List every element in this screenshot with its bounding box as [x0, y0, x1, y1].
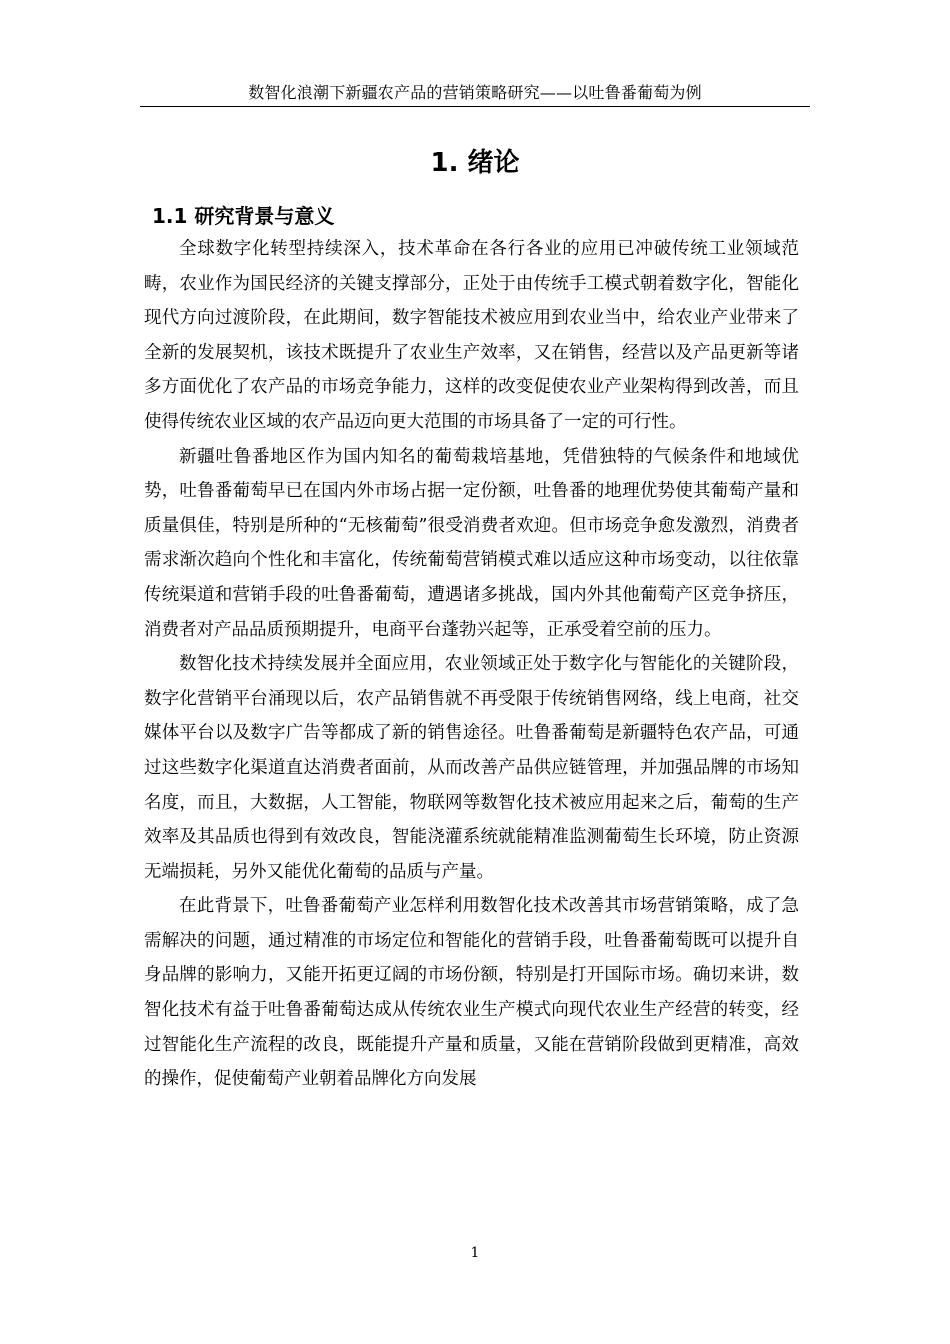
paragraph: 全球数字化转型持续深入，技术革命在各行各业的应用已冲破传统工业领域范畴，农业作为国民经济的关键支撑部分，正处于由传统手工模式朝着数字化，智能化现代方向过渡阶段，在此期间，数字智能技术被应用到农业当中，给农业产业带来了全新的发展契机，该技术既提升了农业生产效率，又在销售，经营以及产品更新等诸多方面优化了农产品的市场竞争能力，这样的改变促使农业产业架构得到改善，而且使得传统农业区域的农产品迈向更大范围的市场具备了一定的可行性。 [144, 239, 799, 432]
page-number: 1 [470, 1245, 480, 1261]
body-text [144, 232, 799, 1097]
paragraph: 新疆吐鲁番地区作为国内知名的葡萄栽培基地，凭借独特的气候条件和地域优势，吐鲁番葡萄早已在国内外市场占据一定份额，吐鲁番的地理优势使其葡萄产量和质量俱佳，特别是所种的“无核葡萄”很受消费者欢迎。但市场竞争愈发激烈，消费者需求渐次趋向个性化和丰富化，传统葡萄营销模式难以适应这种市场变动，以往依靠传统渠道和营销手段的吐鲁番葡萄，遭遇诸多挑战，国内外其他葡萄产区竞争挤压，消费者对产品品质预期提升，电商平台蓬勃兴起等，正承受着空前的压力。 [144, 446, 799, 640]
running-header: 数智化浪潮下新疆农产品的营销策略研究——以吐鲁番葡萄为例 [248, 83, 702, 102]
paragraph: 数智化技术持续发展并全面应用，农业领域正处于数字化与智能化的关键阶段，数字化营销平台涌现以后，农产品销售就不再受限于传统销售网络，线上电商，社交媒体平台以及数字广告等都成了新的销售途径。吐鲁番葡萄是新疆特色农产品，可通过这些数字化渠道直达消费者面前，从而改善产品供应链管理，并加强品牌的市场知名度，而且，大数据，人工智能，物联网等数智化技术被应用起来之后，葡萄的生产效率及其品质也得到有效改良，智能浇灌系统就能精准监测葡萄生长环境，防止资源无端损耗，另外又能优化葡萄的品质与产量。 [144, 654, 799, 882]
paragraph: 在此背景下，吐鲁番葡萄产业怎样利用数智化技术改善其市场营销策略，成了急需解决的问题，通过精准的市场定位和智能化的营销手段，吐鲁番葡萄既可以提升自身品牌的影响力，又能开拓更辽阔的市场份额，特别是打开国际市场。确切来讲，数智化技术有益于吐鲁番葡萄达成从传统农业生产模式向现代农业生产经营的转变，经过智能化生产流程的改良，既能提升产量和质量，又能在营销阶段做到更精准，高效的操作，促使葡萄产业朝着品牌化方向发展 [144, 896, 799, 1090]
header-rule [140, 106, 810, 107]
section-title: 1.1 研究背景与意义 [152, 204, 335, 228]
chapter-title: 1. 绪论 [430, 148, 520, 178]
